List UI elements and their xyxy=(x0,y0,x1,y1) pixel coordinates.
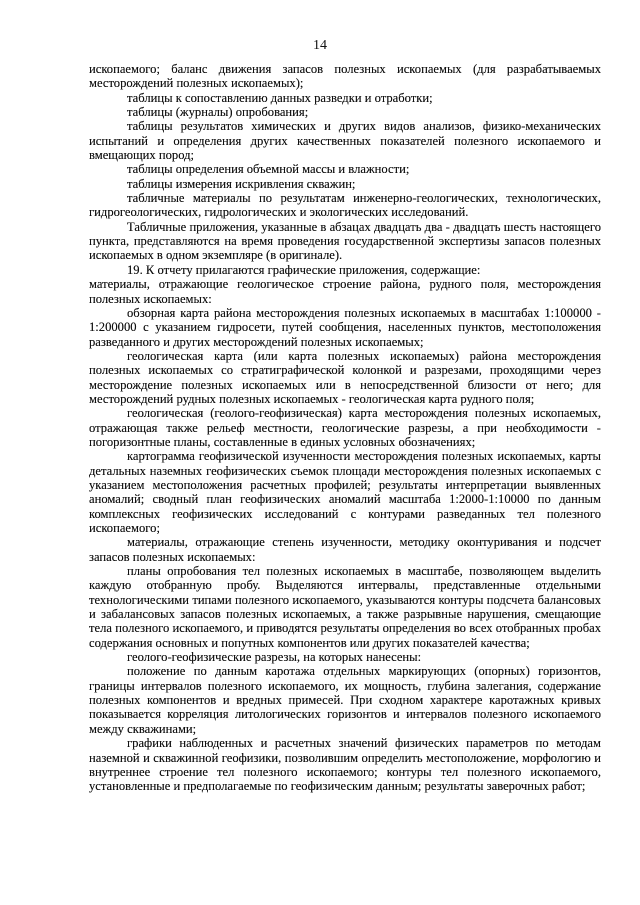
paragraph: 19. К отчету прилагаются графические приложения, содержащие: xyxy=(127,262,481,277)
page-number: 14 xyxy=(313,38,327,53)
paragraph: геологическая карта (или карта полезных ископаемых) района месторождения полезных ископаемых со стратиграфической колонкой и разрезами, проходящими через месторождение полезных ископаемых или в непосредственной близости от него; для месторождений рудных полезных ископаемых - геологическая карта рудного поля; xyxy=(89,348,601,406)
paragraph: геолого-геофизические разрезы, на которых нанесены: xyxy=(127,650,422,665)
document-body xyxy=(89,62,601,794)
paragraph: Табличные приложения, указанные в абзацах двадцать два - двадцать шесть настоящего пункта, представляются на время проведения государственной экспертизы запасов полезных ископаемых в одном экземпляре (в оригинале). xyxy=(89,219,601,263)
paragraph: обзорная карта района месторождения полезных ископаемых в масштабах 1:100000 - 1:200000 с указанием гидросети, путей сообщения, населенных пунктов, местоположения разведанного и других месторождений полезных ископаемых; xyxy=(89,305,601,349)
paragraph: таблицы результатов химических и других видов анализов, физико-механических испытаний и определения других качественных показателей полезного ископаемого и вмещающих пород; xyxy=(89,119,601,163)
paragraph: материалы, отражающие степень изученности, методику оконтуривания и подсчет запасов полезных ископаемых: xyxy=(89,535,601,564)
paragraph: планы опробования тел полезных ископаемых в масштабе, позволяющем выделить каждую отобранную пробу. Выделяются интервалы, представленные отдельными технологическими типами полезного ископаемого, указываются контуры подсчета балансовых и забалансовых запасов полезных ископаемых, а также разрывные нарушения, смещающие тела полезного ископаемого, и приводятся результаты определения во всех отобранных пробах содержания основных и попутных компонентов или других показателей качества; xyxy=(89,564,601,650)
paragraph: положение по данным каротажа отдельных маркирующих (опорных) горизонтов, границы интервалов полезного ископаемого, их мощность, глубина залегания, содержание полезных компонентов и вредных примесей. При сходном характере каротажных кривых показывается корреляция литологических горизонтов и интервалов полезного ископаемого между скважинами; xyxy=(89,664,601,736)
paragraph: материалы, отражающие геологическое строение района, рудного поля, месторождения полезных ископаемых: xyxy=(89,277,601,306)
paragraph: таблицы к сопоставлению данных разведки и отработки; xyxy=(127,90,433,105)
paragraph: таблицы (журналы) опробования; xyxy=(127,105,309,120)
paragraph: графики наблюденных и расчетных значений физических параметров по методам наземной и скважинной геофизики, позволившим определить местоположение, морфологию и внутреннее строение тел полезного ископаемого; контуры тел полезного ископаемого, установленные и предполагаемые по геофизическим данным; результаты заверочных работ; xyxy=(89,736,601,794)
paragraph: таблицы измерения искривления скважин; xyxy=(127,176,356,191)
paragraph: табличные материалы по результатам инженерно-геологических, технологических, гидрогеологических, гидрологических и экологических исследований. xyxy=(89,191,601,220)
paragraph: картограмма геофизической изученности месторождения полезных ископаемых, карты детальных наземных геофизических съемок площади месторождения полезных ископаемых с указанием местоположения расчетных профилей; результаты интерпретации выявленных аномалий; сводный план геофизических аномалий масштаба 1:2000-1:10000 по данным комплексных геофизических исследований с контурами разведанных тел полезного ископаемого; xyxy=(89,449,601,535)
paragraph: ископаемого; баланс движения запасов полезных ископаемых (для разрабатываемых месторождений полезных ископаемых); xyxy=(89,62,601,91)
paragraph: таблицы определения объемной массы и влажности; xyxy=(127,162,410,177)
paragraph: геологическая (геолого-геофизическая) карта месторождения полезных ископаемых, отражающая также рельеф местности, геологические разрезы, а при необходимости - погоризонтные планы, составленные в единых условных обозначениях; xyxy=(89,406,601,449)
